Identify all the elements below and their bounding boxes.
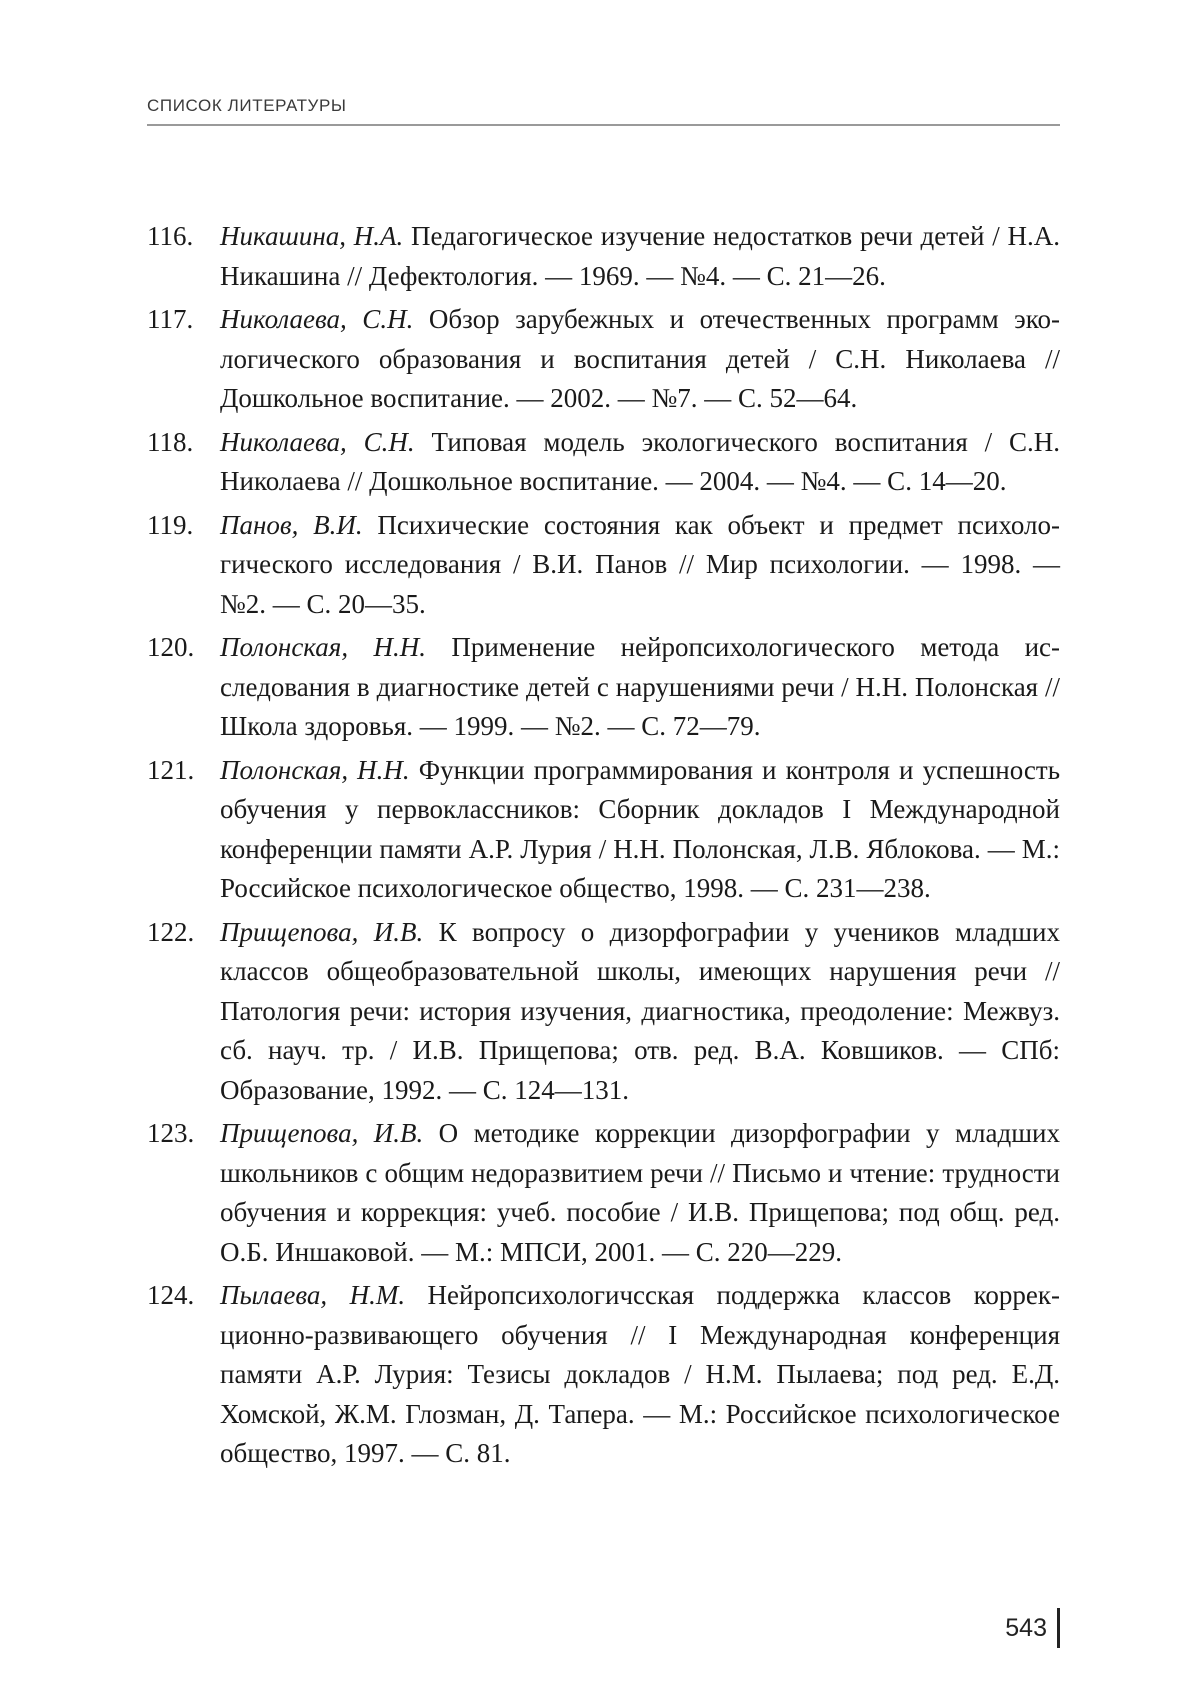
reference-body [220,217,1060,296]
reference-entry [147,751,1060,909]
reference-description: Психические состояния как объект и предмет психологического исследования / В.И. Панов // Мир психологии. — 1998. — №2. — С. 20—35. [220,509,1061,619]
reference-body [220,506,1060,625]
page-number: 543 [1005,1613,1047,1642]
reference-entry [147,1114,1060,1272]
reference-author: Полонская, Н.Н. [220,632,426,662]
reference-number: 120. [147,632,195,662]
reference-number: 123. [147,1118,195,1148]
reference-author: Николаева, С.Н. [220,426,415,457]
footer-rule [1057,1608,1060,1648]
reference-body [220,300,1060,419]
running-header: СПИСОК ЛИТЕРАТУРЫ [147,96,1060,126]
reference-author: Панов, В.И. [220,509,363,540]
reference-author: Никашина, Н.А. [220,221,404,251]
reference-description: К вопросу о дизорфографии у учеников младших классов общеобразовательной школы, имеющих нарушения речи // Патология речи: история изучения, диагностика, преодоление: Межвуз. сб. науч. тр. / И.В. Прищепова; отв. ред. В.А. Ковшиков. — СПб: Образование, 1992. — С. 124—131. [220,916,1060,1105]
reference-body [220,913,1060,1111]
reference-author: Прищепова, И.В. [220,916,424,947]
reference-author: Пылаева, Н.М. [220,1280,406,1310]
reference-entry [147,300,1060,419]
reference-description: Педагогическое изучение недостатков речи детей / Н.А. Никашина // Дефектология. — 1969. — №4. — С. 21—26. [220,221,1060,291]
reference-entry [147,1276,1060,1474]
reference-description: Обзор зарубежных и отечественных программ экологического образования и воспитания детей / С.Н. Николаева // Дошкольное воспитание. — 2002. — №7. — С. 52—64. [220,304,1061,413]
reference-number: 117. [147,304,194,334]
reference-body [220,751,1060,909]
reference-number: 124. [147,1280,195,1310]
reference-author: Николаева, С.Н. [220,304,414,334]
reference-number: 122. [147,916,195,947]
reference-number: 118. [147,426,194,457]
reference-body [220,423,1060,502]
reference-entry [147,913,1060,1111]
reference-entry [147,423,1060,502]
page-footer [1005,1608,1060,1648]
reference-number: 116. [147,221,194,251]
reference-body [220,628,1060,747]
reference-body [220,1114,1060,1272]
reference-body [220,1276,1060,1474]
reference-number: 119. [147,509,194,540]
reference-description: О методике коррекции дизорфографии у младших школьников с общим недоразвитием речи // Письмо и чтение: трудности обучения и коррекция: учеб. пособие / И.В. Прищепова; под общ. ред. О.Б. Иншаковой. — М.: МПСИ, 2001. — С. 220—229. [220,1118,1060,1267]
reference-list [147,217,1060,1478]
reference-author: Прищепова, И.В. [220,1118,424,1148]
reference-entry [147,217,1060,296]
reference-description: Применение нейропсихологического метода исследования в диагностике детей с нарушениями речи / Н.Н. Полонская // Школа здоровья. — 1999. — №2. — С. 72—79. [220,632,1061,741]
reference-entry [147,506,1060,625]
reference-entry [147,628,1060,747]
reference-description: Функции программирования и контроля и успешность обучения у первоклассников: Сборник докладов I Международной конференции памяти А.Р. Лурия / Н.Н. Полонская, Л.В. Яблокова. — М.: Российское психологическое общество, 1998. — С. 231—238. [220,754,1061,903]
reference-description: Типовая модель экологического воспитания / С.Н. Николаева // Дошкольное воспитание. — 2004. — №4. — С. 14—20. [220,426,1061,496]
reference-number: 121. [147,754,195,785]
reference-description: Нейропсихологичсская поддержка классов коррекционно-развивающего обучения // I Международная конференция памяти А.Р. Лурия: Тезисы докладов / Н.М. Пылаева; под ред. Е.Д. Хомской, Ж.М. Глозман, Д. Тапера. — М.: Российское психологическое общество, 1997. — С. 81. [220,1280,1061,1468]
reference-author: Полонская, Н.Н. [220,754,410,785]
